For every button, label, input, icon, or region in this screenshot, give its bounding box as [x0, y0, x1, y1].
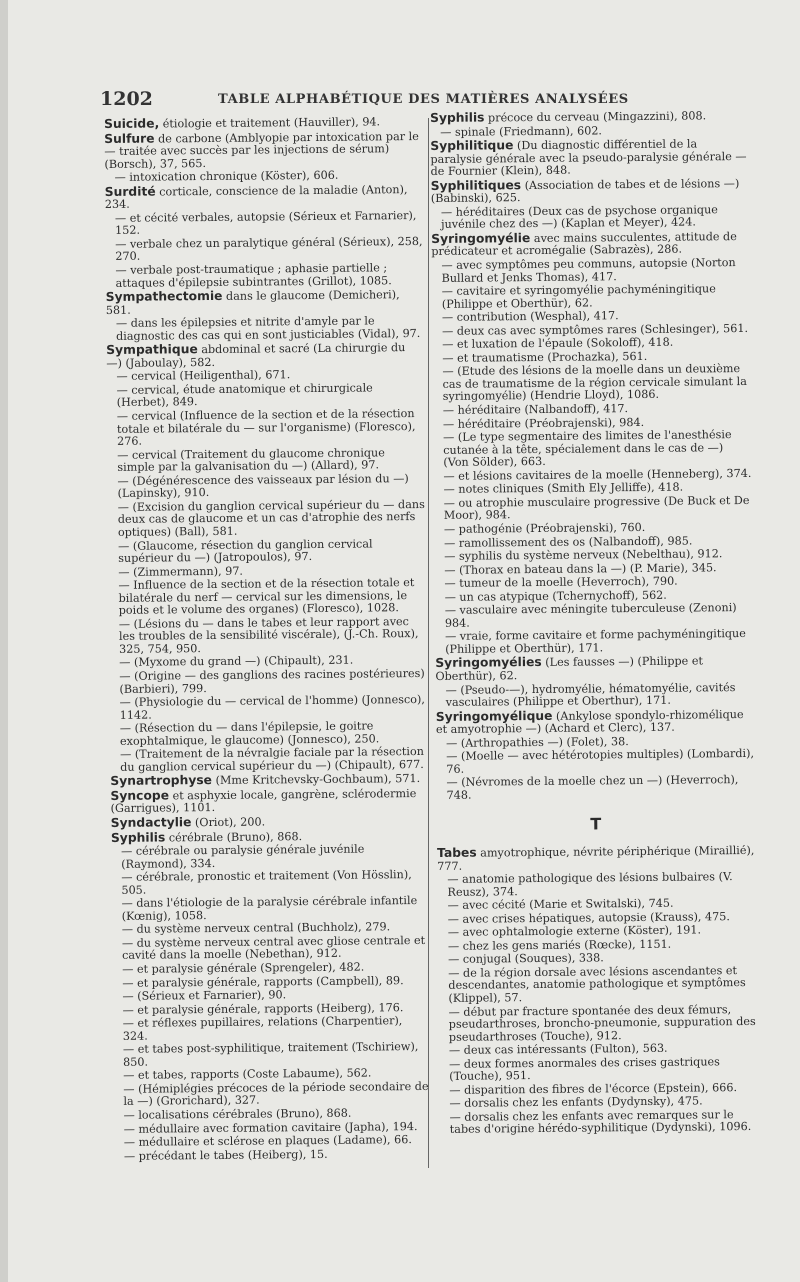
- entry-headword: Syphilis: [110, 829, 166, 845]
- entry-text: — (Traitement de la névralgie faciale par la résection du ganglion cervical supérieur du —) (Chipault), 677.: [120, 745, 424, 774]
- entry-text: — et luxation de l'épaule (Sokoloff), 418.: [442, 335, 674, 352]
- entry-text: dans le glaucome (Demicheri), 581.: [105, 288, 400, 317]
- entry-headword: Surdité: [104, 184, 156, 199]
- entry-text: (Les fausses —) (Philippe et Oberthür), 62.: [435, 654, 704, 683]
- index-entry: [438, 965, 756, 1006]
- entry-text: — héréditaire (Préobrajenski), 984.: [442, 415, 645, 431]
- entry-text: — dans l'étiologie de la paralysie cérébrale infantile (Kœnig), 1058.: [121, 894, 418, 923]
- entry-text: — (Physiologie du — cervical de l'homme) (Jonnesco), 1142.: [119, 693, 425, 722]
- entry-text: — verbale post-traumatique ; aphasie partielle ; attaques d'épilepsie subintrantes (Grillot), 1085.: [115, 261, 392, 290]
- entry-text: — un cas atypique (Tchernychoff), 562.: [444, 588, 667, 604]
- entry-text: — et cécité verbales, autopsie (Sérieux et Farnarier), 152.: [114, 208, 417, 238]
- entry-text: — (Dégénérescence des vaisseaux par lésion du —) (Lapinsky), 910.: [117, 471, 409, 501]
- entry-text: — et paralysie générale, rapports (Heiberg), 176.: [122, 1000, 404, 1017]
- index-entry: [112, 935, 430, 963]
- entry-headword: Sympathectomie: [105, 288, 223, 305]
- entry-text: — anatomie pathologique des lésions bulbaires (V. Reusz), 374.: [447, 870, 733, 899]
- entry-text: — pathogénie (Préobrajenski), 760.: [443, 520, 646, 536]
- entry-text: — et paralysie générale, rapports (Campbell), 89.: [122, 973, 404, 990]
- index-entry: [435, 654, 753, 683]
- index-entry: [430, 137, 748, 179]
- entry-text: (Du diagnostic différentiel de la paralysie générale avec la pseudo-paralysie générale — de Fournier (Klein), 848.: [430, 137, 747, 179]
- entry-text: (Association de tabes et de lésions —) (Babinski), 625.: [430, 176, 740, 206]
- index-entry: [436, 774, 754, 802]
- entry-text: de carbone (Amblyopie par intoxication par le — traitée avec succès par les injections de sérum) (Borsch), 37, 565.: [104, 129, 419, 171]
- index-entry: [105, 236, 423, 264]
- entry-text: corticale, conscience de la maladie (Anton), 234.: [104, 182, 408, 212]
- index-entry: [431, 257, 749, 285]
- entry-text: — intoxication chronique (Köster), 606.: [114, 168, 339, 185]
- entry-headword: Syringomyélie: [431, 230, 531, 246]
- entry-text: avec mains succulentes, attitude de prédicateur et acromégalie (Sabrazès), 286.: [431, 229, 737, 259]
- entry-text: — (Névromes de la moelle chez un —) (Heverroch), 748.: [446, 773, 739, 802]
- entry-text: — héréditaires (Deux cas de psychose organique juvénile chez des —) (Kaplan et Meyer), 424.: [440, 203, 718, 232]
- entry-text: — vasculaire avec méningite tuberculeuse (Zenoni) 984.: [444, 601, 737, 630]
- index-entry: [107, 473, 425, 501]
- entry-text: — (Thorax en bateau dans la —) (P. Marie), 345.: [444, 560, 717, 577]
- entry-text: — verbale chez un paralytique général (Sérieux), 258, 270.: [115, 234, 423, 264]
- entry-text: — de la région dorsale avec lésions ascendantes et descendantes, anatomie pathologique et symptômes (Klippel), 57.: [448, 963, 746, 1005]
- entry-text: — (Hémiplégies précoces de la période secondaire de la —) (Grorichard), 327.: [123, 1079, 429, 1109]
- index-entry: [111, 869, 429, 897]
- entry-text: — et traumatisme (Prochazka), 561.: [442, 349, 648, 365]
- page-edge: [0, 0, 8, 1282]
- index-entry: [437, 871, 755, 899]
- index-entry: [110, 720, 428, 748]
- entry-text: étiologie et traitement (Hauviller), 94.: [159, 115, 381, 131]
- entry-text: — (Excision du ganglion cervical supérieur du — dans deux cas de glaucome et un cas d'atrophie des nerfs optiques) (Ball), 581.: [117, 497, 425, 539]
- right-column-t-entries: [437, 844, 758, 1137]
- index-entry: [433, 429, 751, 470]
- entry-text: (Mme Kritchevsky-Gochbaum), 571.: [211, 772, 421, 788]
- index-entry: [435, 602, 753, 630]
- entry-text: — (Lésions du — dans le tabes et leur rapport avec les troubles de la sensibilité viscérale), (J.-Ch. Roux), 325, 754, 950.: [118, 614, 419, 656]
- entry-text: — et lésions cavitaires de la moelle (Henneberg), 374.: [443, 466, 752, 483]
- index-entry: [113, 1081, 431, 1109]
- entry-text: — ou atrophie musculaire progressive (De Buck et De Moor), 984.: [443, 493, 750, 523]
- entry-headword: Syphilitique: [430, 138, 514, 154]
- index-entry: [109, 668, 427, 696]
- entry-headword: Tabes: [437, 845, 477, 860]
- index-entry: [435, 681, 753, 709]
- entry-text: — cervical (Traitement du glaucome chronique simple par la galvanisation du —) (Allard), 97.: [117, 445, 385, 475]
- entry-text: — médullaire avec formation cavitaire (Japha), 194.: [123, 1119, 418, 1136]
- entry-text: — dans les épilepsies et nitrite d'amyle par le diagnostic des cas qui en sont justiciables (Vidal), 97.: [115, 314, 421, 343]
- entry-text: — tumeur de la moelle (Heverroch), 790.: [444, 574, 678, 591]
- index-entry: [108, 577, 426, 618]
- entry-text: — cervical (Influence de la section et de la résection totale et bilatérale du — sur l'organisme) (Floresco), 276.: [116, 407, 416, 449]
- index-entry: [109, 616, 427, 657]
- entry-headword: Syphilitiques: [430, 177, 522, 193]
- index-entry: [106, 341, 424, 370]
- section-letter: T: [590, 814, 602, 834]
- entry-text: — contribution (Wesphal), 417.: [441, 309, 619, 325]
- entry-text: précoce du cerveau (Mingazzini), 808.: [484, 109, 707, 125]
- entry-text: — et tabes post-syphilitique, traitement (Tschiriew), 850.: [122, 1040, 419, 1069]
- page-number: 1202: [100, 88, 153, 110]
- entry-text: — cérébrale, pronostic et traitement (Von Hösslin), 505.: [121, 868, 412, 897]
- entry-text: cérébrale (Bruno), 868.: [165, 829, 303, 844]
- entry-text: — (Myxome du grand —) (Chipault), 231.: [119, 654, 354, 670]
- entry-text: — deux cas avec symptômes rares (Schlesinger), 561.: [442, 321, 749, 338]
- index-entry: [105, 210, 423, 238]
- index-entry: [107, 447, 425, 475]
- entry-text: — chez les gens mariés (Rœcke), 1151.: [447, 937, 672, 953]
- index-entry: [111, 843, 429, 871]
- entry-text: — médullaire et sclérose en plaques (Ladame), 66.: [123, 1133, 412, 1149]
- entry-text: — et réflexes pupillaires, relations (Charpentier), 324.: [122, 1014, 403, 1043]
- index-entry: [114, 1148, 432, 1164]
- index-entry: [113, 1015, 431, 1043]
- entry-text: — localisations cérébrales (Bruno), 868.: [123, 1106, 352, 1122]
- entry-text: — et paralysie générale (Sprengeler), 482.: [122, 960, 365, 976]
- entry-headword: Suicide,: [103, 116, 160, 131]
- index-entry: [105, 262, 423, 290]
- entry-text: — notes cliniques (Smith Ely Jelliffe), 418.: [443, 480, 684, 497]
- entry-text: — avec symptômes peu communs, autopsie (Norton Bullard et Jenks Thomas), 417.: [441, 256, 736, 285]
- entry-text: — héréditaire (Nalbandoff), 417.: [442, 402, 629, 417]
- entry-text: — Influence de la section et de la résection totale et bilatérale du nerf — cervical sur les dimensions, le poids et le volume des organes) (Floresco), 1028.: [118, 576, 415, 618]
- entry-headword: Syringomyélique: [435, 708, 553, 724]
- entry-text: — (Moelle — avec hétérotopies multiples) (Lombardi), 76.: [446, 747, 755, 776]
- entry-text: — cérébrale ou paralysie générale juvénile (Raymond), 334.: [120, 842, 365, 871]
- index-entry: [106, 288, 424, 317]
- entry-text: — (Glaucome, résection du ganglion cervical supérieur du —) (Jatropoulos), 97.: [118, 536, 373, 565]
- entry-text: — (Origine — des ganglions des racines postérieures) (Barbieri), 799.: [119, 666, 425, 696]
- index-entry: [431, 177, 749, 206]
- index-entry: [436, 708, 754, 737]
- index-entry: [431, 230, 749, 259]
- index-entry: [107, 408, 425, 449]
- running-title: TABLE ALPHABÉTIQUE DES MATIÈRES ANALYSÉES: [218, 92, 629, 107]
- index-entry: [108, 499, 426, 540]
- entry-headword: Sympathique: [106, 342, 198, 358]
- entry-headword: Syphilis: [429, 110, 485, 125]
- index-entry: [432, 363, 750, 404]
- entry-text: — (Sérieux et Farnarier), 90.: [122, 988, 287, 1003]
- entry-text: — (Pseudo-—), hydromyélie, hématomyélie, cavités vasculaires (Philippe et Oberthur), 171.: [445, 680, 736, 709]
- entry-text: — avec ophtalmologie externe (Köster), 191.: [447, 923, 702, 940]
- entry-text: — du système nerveux central (Buchholz), 279.: [121, 920, 391, 937]
- entry-text: — deux cas intéressants (Fulton), 563.: [448, 1041, 668, 1058]
- entry-text: — (Le type segmentaire des limites de l'anesthésie cutanée à la tête, spécialement dans le cas de —) (Von Sölder), 663.: [443, 428, 732, 470]
- entry-text: — avec crises hépatiques, autopsie (Krauss), 475.: [447, 909, 730, 926]
- index-entry: [104, 129, 422, 171]
- entry-text: — syphilis du système nerveux (Nebelthau), 912.: [444, 547, 723, 563]
- entry-text: — vraie, forme cavitaire et forme pachyméningitique (Philippe et Oberthür), 171.: [444, 627, 746, 656]
- index-entry: [105, 183, 423, 212]
- index-entry: [439, 1003, 757, 1044]
- entry-text: — dorsalis chez les enfants (Dydynsky), 475.: [449, 1094, 703, 1111]
- index-entry: [437, 844, 755, 873]
- index-entry: [108, 537, 426, 565]
- entry-text: — (Arthropathies —) (Folet), 38.: [445, 734, 629, 750]
- index-entry: [439, 1056, 757, 1084]
- entry-text: — deux formes anormales des crises gastriques (Touche), 951.: [449, 1054, 720, 1084]
- entry-text: (Ankylose spondylo-rhizomélique et amyotrophie —) (Achard et Clerc), 137.: [435, 707, 744, 737]
- index-entry: [436, 748, 754, 776]
- entry-text: — spinale (Friedmann), 602.: [440, 123, 603, 139]
- page-header: [100, 88, 629, 112]
- index-entry: [440, 1109, 758, 1137]
- entry-text: abdominal et sacré (La chirurgie du —) (Jaboulay), 582.: [106, 341, 406, 370]
- entry-headword: Syndactylie: [110, 815, 192, 830]
- entry-text: et asphyxie locale, gangrène, sclérodermie (Garrigues), 1101.: [110, 786, 417, 816]
- entry-text: — ramollissement des os (Nalbandoff), 985.: [444, 534, 693, 550]
- index-entry: [110, 746, 428, 774]
- entry-text: amyotrophique, névrite périphérique (Miraillié), 777.: [437, 843, 755, 873]
- entry-headword: Syringomyélies: [435, 655, 542, 671]
- right-column-s-entries: [430, 109, 755, 802]
- entry-text: — (Zimmermann), 97.: [118, 564, 244, 579]
- index-entry: [431, 204, 749, 232]
- index-entry: [434, 495, 752, 523]
- entry-text: — avec cécité (Marie et Switalski), 745.: [447, 896, 674, 913]
- entry-text: — dorsalis chez les enfants avec remarques sur le tabes d'origine hérédo-syphilitique (Dydynski), 1096.: [449, 1108, 752, 1137]
- entry-text: — disparition des fibres de l'écorce (Epstein), 666.: [449, 1080, 738, 1097]
- index-entry: [106, 315, 424, 343]
- entry-text: — précédant le tabes (Heiberg), 15.: [123, 1147, 328, 1163]
- index-entry: [107, 382, 425, 410]
- entry-text: (Oriot), 200.: [191, 815, 266, 830]
- entry-text: — cervical, étude anatomique et chirurgicale (Herbet), 849.: [116, 381, 373, 410]
- left-column: [104, 115, 432, 1164]
- entry-headword: Synartrophyse: [110, 773, 213, 789]
- entry-text: — cervical (Heiligenthal), 671.: [116, 368, 291, 384]
- index-entry: [432, 283, 750, 311]
- entry-text: — conjugal (Souques), 338.: [448, 951, 604, 967]
- entry-text: — (Résection du — dans l'épilepsie, le goitre exophtalmique, le glaucome) (Jonnesco), 250.: [119, 719, 380, 748]
- entry-headword: Sulfure: [104, 131, 155, 146]
- index-entry: [111, 895, 429, 923]
- entry-text: — début par fracture spontanée des deux fémurs, pseudarthroses, broncho-pneumonie, suppuration des pseudarthroses (Touche), 912.: [448, 1002, 756, 1044]
- index-entry: [435, 628, 753, 656]
- entry-text: — et tabes, rapports (Coste Labaume), 562.: [123, 1066, 372, 1083]
- entry-text: — (Etude des lésions de la moelle dans un deuxième cas de traumatisme de la région cervicale simulant la syringomyélie) (Hendrie Lloyd), 1086.: [442, 362, 747, 404]
- index-entry: [110, 694, 428, 722]
- index-entry: [113, 1041, 431, 1069]
- entry-text: — du système nerveux central avec gliose centrale et cavité dans la moelle (Nebethan), 912.: [121, 933, 426, 963]
- entry-headword: Syncope: [110, 788, 170, 803]
- index-entry: [110, 787, 428, 816]
- entry-text: — cavitaire et syringomyélie pachyméningitique (Philippe et Oberthür), 62.: [441, 282, 716, 311]
- right-column: [430, 109, 758, 1138]
